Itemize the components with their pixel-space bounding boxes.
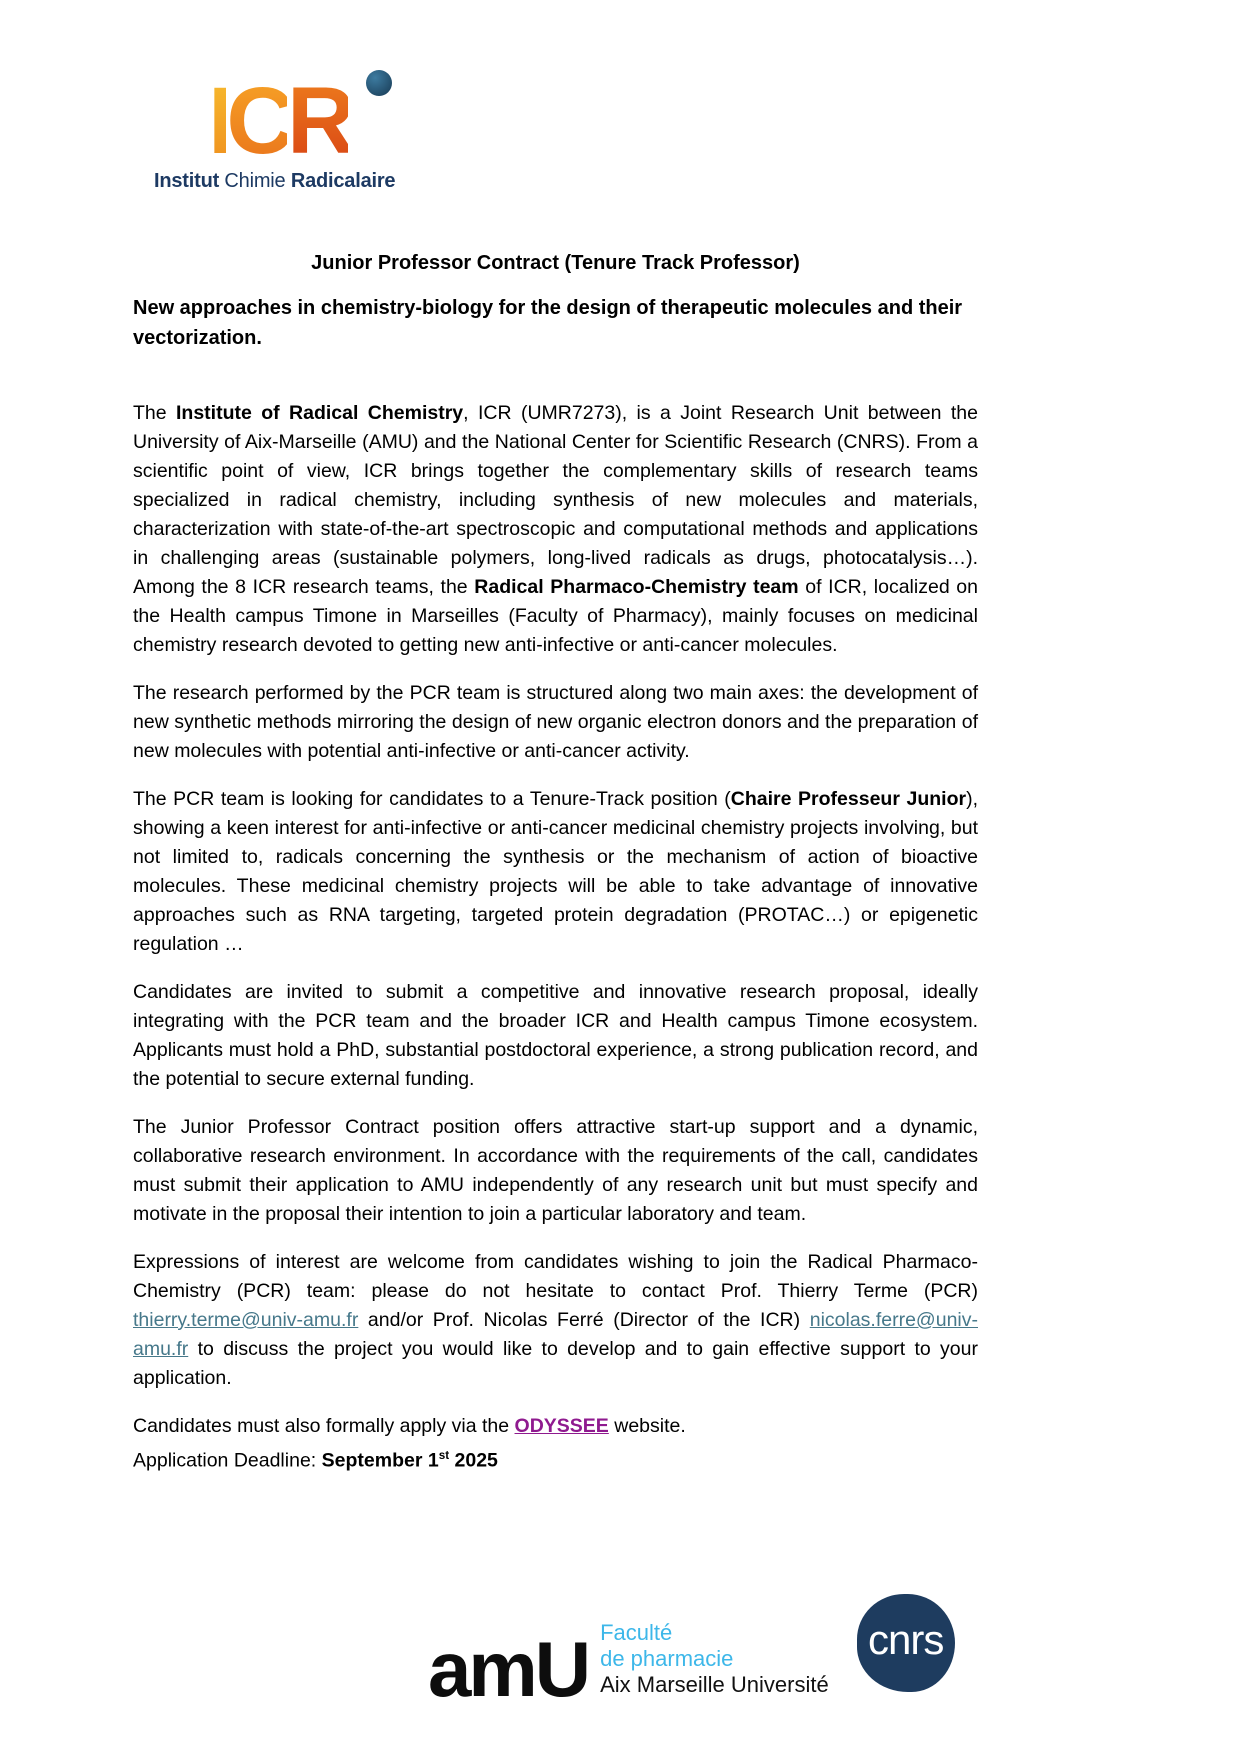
icr-wordmark (208, 68, 348, 174)
amu-logo (428, 1620, 829, 1714)
paragraph-research-axes (133, 679, 978, 766)
icr-letter-r: R (287, 68, 348, 174)
paragraph-deadline (133, 1441, 978, 1476)
text-run-bold: Chaire Professeur Junior (730, 788, 967, 810)
paragraph-intro (133, 399, 978, 660)
text-run: Expressions of interest are welcome from candidates wishing to join the Radical Pharmaco-Chemistry (PCR) team: please do not hesitate to contact Prof. Thierry Terme (PCR) (133, 1251, 978, 1302)
paragraph-contract-offer (133, 1113, 978, 1229)
cnrs-wordmark: cnrs (868, 1616, 944, 1663)
text-run: website. (608, 1415, 686, 1437)
tagline-word: Chimie (224, 170, 286, 192)
text-run: The research performed by the PCR team is structured along two main axes: the development of new synthetic methods mirroring the design of new organic electron donors and the preparation of new molecules with potential anti-infective or anti-cancer activity. (133, 682, 978, 762)
email-link-thierry-terme[interactable]: thierry.terme@univ-amu.fr (133, 1309, 359, 1331)
paragraph-contact (133, 1248, 978, 1393)
text-run: , ICR (UMR7273), is a Joint Research Unit between the University of Aix-Marseille (AMU) and the National Center for Scientific Research (CNRS). From a scientific point of view, ICR brings together the complementary skills of research teams specialized in radical chemistry, including synthesis of new molecules and materials, characterization with state-of-the-art spectroscopic and computational methods and applications in challenging areas (sustainable polymers, long-lived radicals as drugs, photocatalysis…). Among the 8 ICR research teams, the (133, 402, 978, 598)
paragraph-candidates (133, 978, 978, 1094)
deadline-label: Application Deadline: (133, 1449, 322, 1472)
text-run: to discuss the project you would like to develop and to gain effective support to your application. (133, 1338, 978, 1389)
paragraph-apply (133, 1412, 978, 1441)
text-run: and/or Prof. Nicolas Ferré (Director of the ICR) (358, 1309, 810, 1331)
icr-letter-c: C (226, 68, 288, 174)
icr-letter-i: I (208, 68, 227, 174)
paragraph-position (133, 785, 978, 959)
amu-university-line: Aix Marseille Université (600, 1672, 829, 1697)
page-subtitle: New approaches in chemistry-biology for the design of therapeutic molecules and their vectorization. (133, 297, 963, 349)
page-title: Junior Professor Contract (Tenure Track Professor) (311, 252, 800, 274)
text-run: ), showing a keen interest for anti-infective or anti-cancer medicinal chemistry projects involving, but not limited to, radicals concerning the synthesis or the mechanism of action of bioactive molecules. These medicinal chemistry projects will be able to take advantage of innovative approaches such as RNA targeting, targeted protein degradation (PROTAC…) or epigenetic regulation … (133, 788, 978, 955)
cnrs-logo (857, 1594, 955, 1692)
tagline-word: Institut (154, 170, 220, 192)
amu-faculty-line1: Faculté (600, 1620, 673, 1645)
icr-tagline (154, 170, 395, 193)
amu-wordmark: amU (428, 1625, 589, 1714)
document-body (133, 399, 978, 1476)
amu-faculty-lines (600, 1620, 829, 1700)
email-link-nicolas-ferre[interactable]: nicolas.ferre@univ-amu.fr (133, 1309, 978, 1360)
deadline-date: September 1 (321, 1449, 439, 1472)
tagline-word: Radicalaire (290, 170, 396, 192)
text-run: The (133, 402, 176, 424)
text-run-bold: Radical Pharmaco-Chemistry team (474, 576, 799, 598)
deadline-year: 2025 (449, 1449, 498, 1472)
deadline-ordinal: st (438, 1449, 450, 1462)
odyssee-link[interactable]: ODYSSEE (514, 1415, 609, 1437)
text-run-bold: Institute of Radical Chemistry (176, 402, 464, 424)
text-run: of ICR, localized on the Health campus Timone in Marseilles (Faculty of Pharmacy), mainly focuses on medicinal chemistry research devoted to getting new anti-infective or anti-cancer molecules. (133, 576, 978, 656)
amu-faculty-line2: de pharmacie (600, 1646, 734, 1671)
text-run: Candidates must also formally apply via the (133, 1415, 515, 1437)
icr-dot-icon (366, 70, 392, 96)
icr-logo (150, 68, 410, 198)
text-run: Candidates are invited to submit a competitive and innovative research proposal, ideally integrating with the PCR team and the broader ICR and Health campus Timone ecosystem. Applicants must hold a PhD, substantial postdoctoral experience, a strong publication record, and the potential to secure external funding. (133, 981, 978, 1090)
footer-logos (428, 1594, 955, 1714)
text-run: The PCR team is looking for candidates to a Tenure-Track position ( (133, 788, 731, 810)
text-run: The Junior Professor Contract position offers attractive start-up support and a dynamic, collaborative research environment. In accordance with the requirements of the call, candidates must submit their application to AMU independently of any research unit but must specify and motivate in the proposal their intention to join a particular laboratory and team. (133, 1116, 978, 1225)
